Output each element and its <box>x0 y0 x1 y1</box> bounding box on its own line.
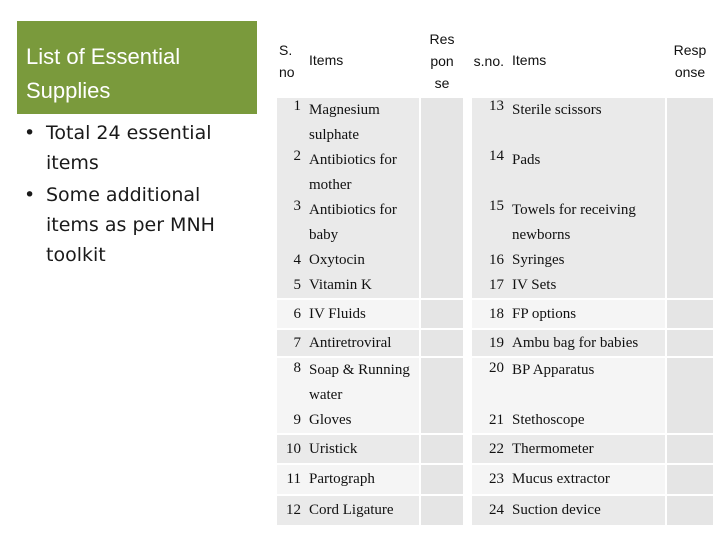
item-cell: Antibiotics for mother <box>305 148 420 198</box>
response-cell[interactable] <box>666 98 714 148</box>
sno-cell: 24 <box>472 495 508 525</box>
item-cell: Antibiotics for baby <box>305 198 420 248</box>
table-row <box>277 148 714 198</box>
response-cell[interactable] <box>666 357 714 408</box>
header-sno-left: S. no <box>277 23 305 98</box>
bullet-item: • Total 24 essential items <box>22 118 237 178</box>
response-cell[interactable] <box>420 299 464 329</box>
table-row <box>277 408 714 434</box>
sno-cell: 11 <box>277 464 305 495</box>
slide-title-line-2: Supplies <box>26 78 111 103</box>
sno-cell: 1 <box>277 98 305 148</box>
response-cell[interactable] <box>420 98 464 148</box>
item-cell: Uristick <box>305 434 420 464</box>
table-header-row <box>277 23 714 98</box>
item-cell: Suction device <box>508 495 666 525</box>
sno-cell: 12 <box>277 495 305 525</box>
sno-cell: 8 <box>277 357 305 408</box>
table-row <box>277 329 714 357</box>
item-cell: Vitamin K <box>305 273 420 299</box>
sno-cell: 18 <box>472 299 508 329</box>
response-cell[interactable] <box>666 408 714 434</box>
response-cell[interactable] <box>420 329 464 357</box>
bullet-dot-icon: • <box>24 184 36 206</box>
response-cell[interactable] <box>666 148 714 198</box>
table-row <box>277 434 714 464</box>
item-cell: Stethoscope <box>508 408 666 434</box>
bullet-list <box>22 118 237 272</box>
item-cell: BP Apparatus <box>508 357 666 408</box>
response-cell[interactable] <box>420 273 464 299</box>
table-row <box>277 98 714 148</box>
bullet-item: • Some additional items as per MNH toolkit <box>22 180 237 270</box>
response-cell[interactable] <box>420 198 464 248</box>
table-row <box>277 248 714 273</box>
item-cell: Partograph <box>305 464 420 495</box>
sno-cell: 20 <box>472 357 508 408</box>
sno-cell: 4 <box>277 248 305 273</box>
item-cell: Gloves <box>305 408 420 434</box>
response-cell[interactable] <box>666 495 714 525</box>
response-cell[interactable] <box>420 408 464 434</box>
item-cell: Cord Ligature <box>305 495 420 525</box>
response-cell[interactable] <box>666 198 714 248</box>
sno-cell: 3 <box>277 198 305 248</box>
table-row <box>277 273 714 299</box>
response-cell[interactable] <box>420 495 464 525</box>
table-row <box>277 198 714 248</box>
response-cell[interactable] <box>666 434 714 464</box>
header-response-left: Res pon se <box>420 23 464 98</box>
item-cell: Soap & Running water <box>305 357 420 408</box>
response-cell[interactable] <box>420 434 464 464</box>
supplies-table <box>277 23 715 525</box>
sno-cell: 17 <box>472 273 508 299</box>
sno-cell: 9 <box>277 408 305 434</box>
response-cell[interactable] <box>666 464 714 495</box>
item-cell: Oxytocin <box>305 248 420 273</box>
response-cell[interactable] <box>420 357 464 408</box>
item-cell: Towels for receiving newborns <box>508 198 666 248</box>
item-cell: IV Fluids <box>305 299 420 329</box>
item-cell: IV Sets <box>508 273 666 299</box>
header-items-right: Items <box>508 23 666 98</box>
table-row <box>277 464 714 495</box>
response-cell[interactable] <box>420 148 464 198</box>
response-cell[interactable] <box>420 248 464 273</box>
response-cell[interactable] <box>666 248 714 273</box>
sno-cell: 10 <box>277 434 305 464</box>
sno-cell: 21 <box>472 408 508 434</box>
slide-title-line-1: List of Essential <box>26 44 181 69</box>
item-cell: Antiretroviral <box>305 329 420 357</box>
table-row <box>277 357 714 408</box>
sno-cell: 5 <box>277 273 305 299</box>
item-cell: Mucus extractor <box>508 464 666 495</box>
response-cell[interactable] <box>666 299 714 329</box>
item-cell: Pads <box>508 148 666 198</box>
header-response-right: Resp onse <box>666 23 714 98</box>
item-cell: Sterile scissors <box>508 98 666 148</box>
item-cell: Thermometer <box>508 434 666 464</box>
item-cell: Magnesium sulphate <box>305 98 420 148</box>
response-cell[interactable] <box>666 273 714 299</box>
sno-cell: 23 <box>472 464 508 495</box>
item-cell: Syringes <box>508 248 666 273</box>
sno-cell: 6 <box>277 299 305 329</box>
table-row <box>277 495 714 525</box>
item-cell: FP options <box>508 299 666 329</box>
bullet-dot-icon: • <box>24 122 36 144</box>
sno-cell: 7 <box>277 329 305 357</box>
sno-cell: 22 <box>472 434 508 464</box>
sno-cell: 14 <box>472 148 508 198</box>
sno-cell: 2 <box>277 148 305 198</box>
response-cell[interactable] <box>666 329 714 357</box>
slide-title <box>17 21 257 114</box>
response-cell[interactable] <box>420 464 464 495</box>
item-cell: Ambu bag for babies <box>508 329 666 357</box>
sno-cell: 19 <box>472 329 508 357</box>
sno-cell: 13 <box>472 98 508 148</box>
sno-cell: 16 <box>472 248 508 273</box>
header-sno-right: s.no. <box>472 23 508 98</box>
sno-cell: 15 <box>472 198 508 248</box>
header-items-left: Items <box>305 23 420 98</box>
table-row <box>277 299 714 329</box>
